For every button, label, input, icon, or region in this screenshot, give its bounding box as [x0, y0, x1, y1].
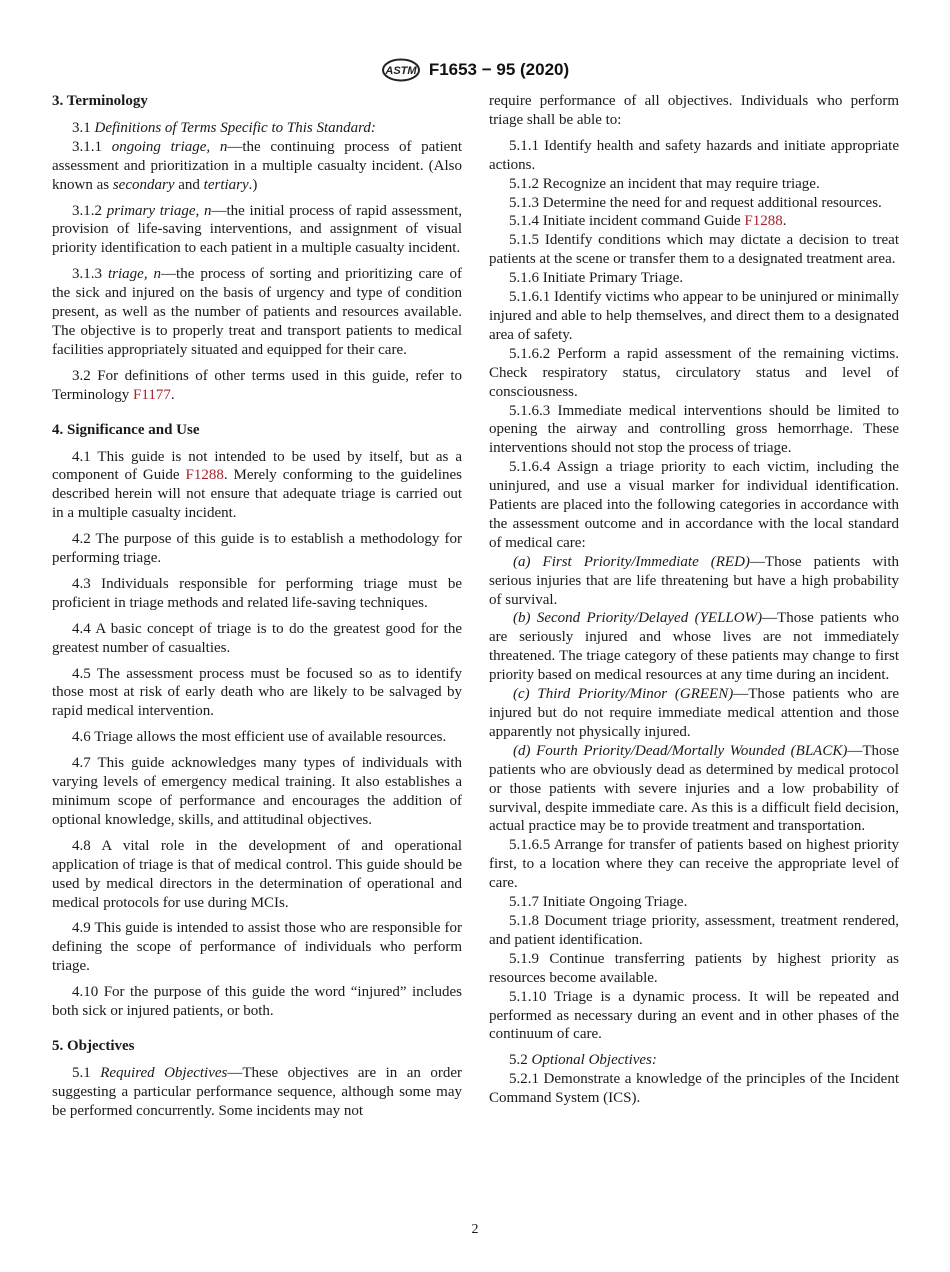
para-5-1-3: 5.1.3 Determine the need for and request additional resources.: [509, 194, 882, 211]
para-3-1: 3.1 Definitions of Terms Specific to This Standard:: [72, 119, 376, 136]
para-5-1-6-1: 5.1.6.1 Identify victims who appear to be uninjured or minimally injured and able to help themselves, and direct them to a designated area of safety.: [489, 289, 899, 343]
para-4-5: 4.5 The assessment process must be focused so as to identify those most at risk of early death who are likely to be salvaged by rapid medical intervention.: [52, 665, 462, 720]
astm-logo-icon: [381, 58, 421, 82]
para-3-1-3: 3.1.3 triage, n—the process of sorting and prioritizing care of the sick and injured on the basis of urgency and type of condition present, as well as the number of patients and resources available. The objective is to properly treat and transport patients to medical facilities appropriately situated and equipped for their care.: [52, 266, 462, 358]
para-4-8: 4.8 A vital role in the development of and operational application of triage is that of medical control. This guide should be used by medical directors in the determination of operational and medical protocols for use during MCIs.: [52, 837, 462, 911]
section-5-heading: 5. Objectives: [52, 1037, 135, 1054]
category-d-black: (d) Fourth Priority/Dead/Mortally Wounded (BLACK)—Those patients who are obviously dead as determined by medical protocol or those patients with severe injuries and a low probability of survival, despite immediate care. As this is a difficult field decision, actual practice may be to provide treatment and transportation.: [489, 742, 899, 835]
para-5-1-6-5: 5.1.6.5 Arrange for transfer of patients based on highest priority first, to a location where they can receive the appropriate level of care.: [489, 837, 899, 892]
right-column: [489, 92, 899, 1108]
para-5-1-9: 5.1.9 Continue transferring patients by highest priority as resources become available.: [489, 950, 899, 986]
para-4-1: 4.1 This guide is not intended to be used by itself, but as a component of Guide F1288. Merely conforming to the guidelines described herein will not ensure that adequate triage is carried out in a multiple casualty incident.: [52, 448, 463, 522]
para-5-2: 5.2 Optional Objectives:: [509, 1052, 657, 1069]
para-3-1-2: 3.1.2 primary triage, n—the initial process of rapid assessment, provision of life-saving interventions, and assignment of visual priority identification to each patient in a multiple casualty incident.: [52, 202, 463, 257]
category-b-yellow: (b) Second Priority/Delayed (YELLOW)—Those patients who are seriously injured and whose lives are not immediately threatened. The triage category of these patients may change to first priority based on medical resources at any time during an incident.: [489, 610, 899, 684]
para-3-2: 3.2 For definitions of other terms used in this guide, refer to Terminology F1177.: [52, 367, 462, 403]
category-c-green: (c) Third Priority/Minor (GREEN)—Those patients who are injured but do not require immediate medical attention and those apparently not physically injured.: [489, 686, 899, 740]
para-5-1-2: 5.1.2 Recognize an incident that may require triage.: [509, 175, 820, 192]
para-5-1-6-4: 5.1.6.4 Assign a triage priority to each victim, including the uninjured, and use a visual marker for individual identification. Patients are placed into the following categories in accordance with the assessment outcome and in accordance with the local standard of medical care:: [489, 459, 899, 551]
ref-f1288-link-2[interactable]: F1288: [744, 213, 783, 230]
para-5-1-5: 5.1.5 Identify conditions which may dictate a decision to treat patients at the scene or transfer them to a designated treatment area.: [489, 232, 899, 268]
para-5-1-7: 5.1.7 Initiate Ongoing Triage.: [509, 894, 688, 911]
para-5-1-continued: require performance of all objectives. Individuals who perform triage shall be able to:: [489, 93, 899, 128]
para-4-7: 4.7 This guide acknowledges many types of individuals with varying levels of emergency medical training. It also establishes a minimum scope of performance and encourages the addition of optional knowledge, skills, and attitudinal objectives.: [52, 755, 462, 828]
para-5-1-10: 5.1.10 Triage is a dynamic process. It will be repeated and performed as necessary during an event and in other phases of the continuum of care.: [489, 988, 899, 1043]
page-number: 2: [471, 1222, 479, 1237]
standard-designation: F1653 − 95 (2020): [428, 60, 570, 79]
para-4-10: 4.10 For the purpose of this guide the word “injured” includes both sick or injured patients, or both.: [52, 984, 462, 1020]
ref-f1177-link[interactable]: F1177: [133, 386, 171, 403]
para-5-1: 5.1 Required Objectives—These objectives are in an order suggesting a particular performance sequence, although some may be performed concurrently. Some incidents may not: [52, 1064, 462, 1119]
section-4-heading: 4. Significance and Use: [52, 421, 200, 438]
section-3-heading: 3. Terminology: [52, 93, 148, 109]
svg-text:ASTM: ASTM: [385, 65, 417, 77]
para-4-4: 4.4 A basic concept of triage is to do the greatest good for the greatest number of casualties.: [52, 620, 462, 656]
para-5-1-6-2: 5.1.6.2 Perform a rapid assessment of the remaining victims. Check respiratory status, circulatory status and level of consciousness.: [489, 345, 899, 400]
para-4-6: 4.6 Triage allows the most efficient use of available resources.: [72, 729, 447, 746]
para-3-1-1: 3.1.1 ongoing triage, n—the continuing process of patient assessment and prioritization in a multiple casualty incident. (Also known as secondary and tertiary.): [52, 138, 463, 193]
left-column: [52, 92, 462, 1121]
para-5-1-8: 5.1.8 Document triage priority, assessment, treatment rendered, and patient identification.: [489, 912, 899, 948]
para-5-1-6: 5.1.6 Initiate Primary Triage.: [509, 270, 684, 287]
ref-f1288-link[interactable]: F1288: [185, 467, 224, 484]
para-4-9: 4.9 This guide is intended to assist those who are responsible for defining the scope of performance of individuals who perform triage.: [52, 920, 462, 975]
category-a-red: (a) First Priority/Immediate (RED)—Those patients with serious injuries that are life threatening but have a high probability of survival.: [489, 553, 899, 608]
para-4-2: 4.2 The purpose of this guide is to establish a methodology for performing triage.: [52, 531, 462, 567]
para-5-1-6-3: 5.1.6.3 Immediate medical interventions should be limited to opening the airway and controlling gross hemorrhage. These interventions should not stop the process of triage.: [489, 402, 899, 457]
para-5-1-4: 5.1.4 Initiate incident command Guide F1288.: [509, 213, 787, 230]
para-5-1-1: 5.1.1 Identify health and safety hazards and initiate appropriate actions.: [489, 137, 899, 173]
page-header: [0, 58, 950, 82]
para-5-2-1: 5.2.1 Demonstrate a knowledge of the principles of the Incident Command System (ICS).: [489, 1071, 899, 1107]
para-4-3: 4.3 Individuals responsible for performing triage must be proficient in triage methods and related life-saving techniques.: [52, 575, 462, 611]
